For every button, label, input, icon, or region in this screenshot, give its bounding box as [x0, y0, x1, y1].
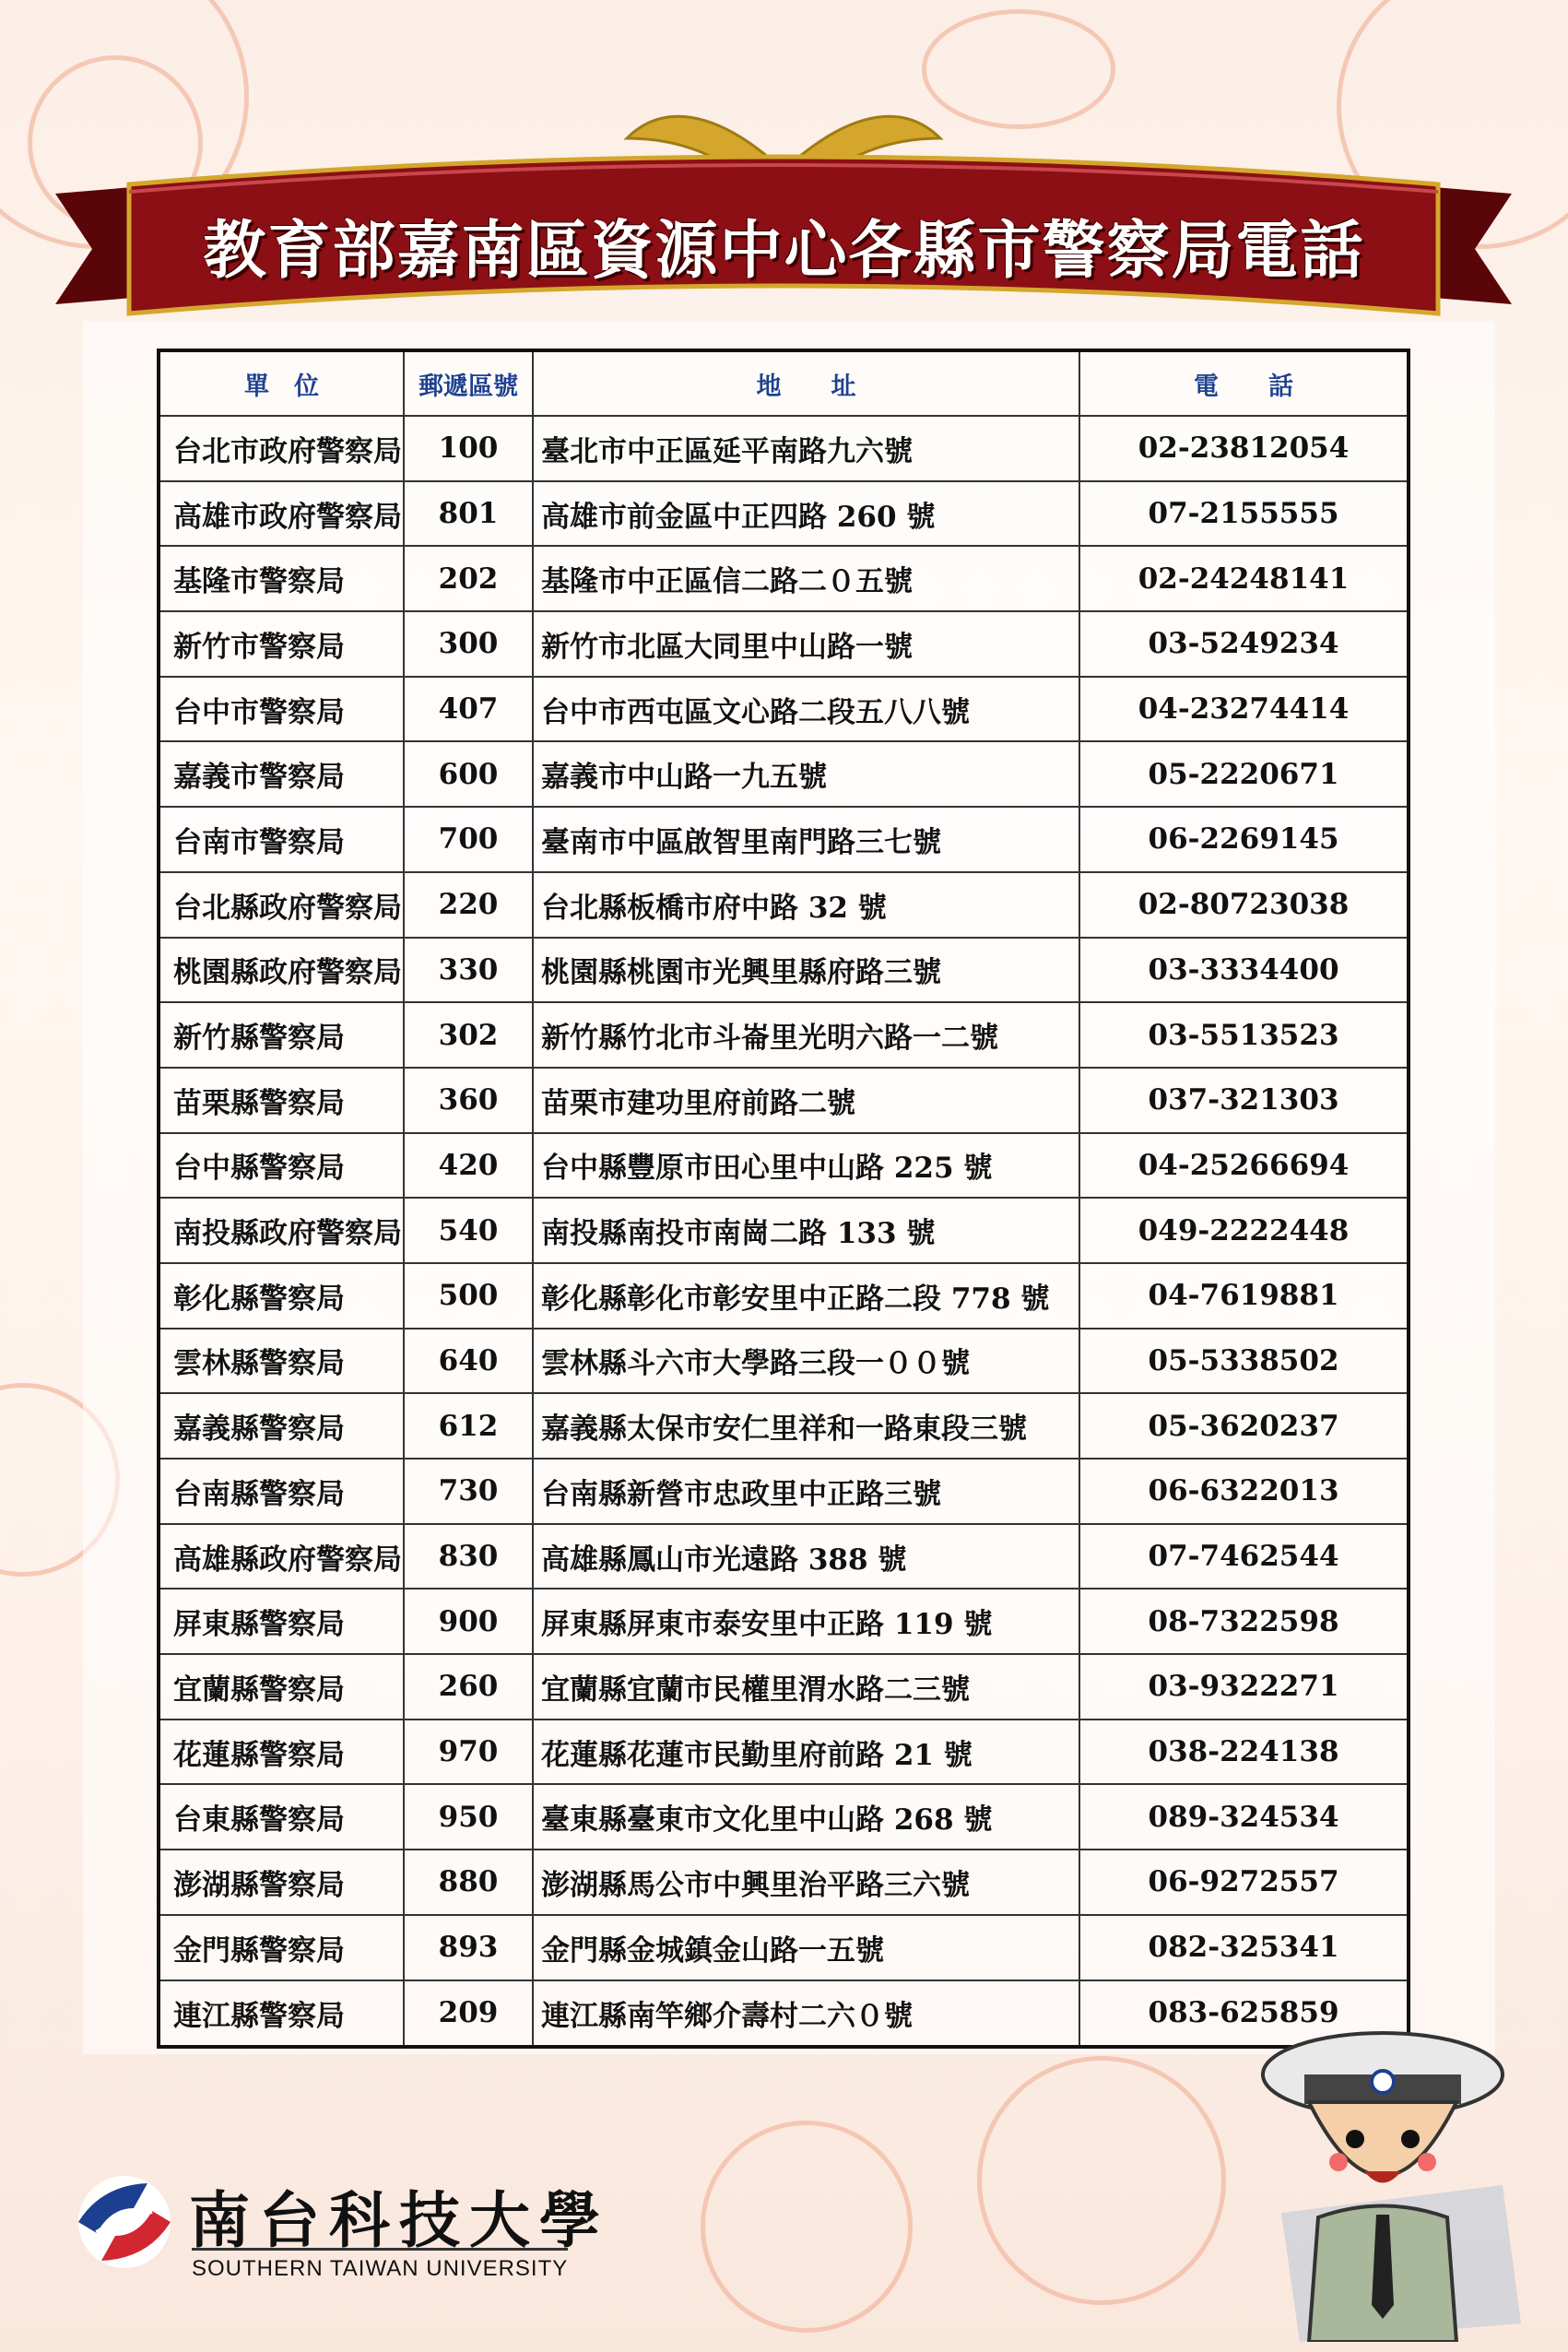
cell-unit: 桃園縣政府警察局	[159, 938, 404, 1003]
cell-unit: 宜蘭縣警察局	[159, 1654, 404, 1720]
cell-zip: 300	[404, 611, 533, 677]
table-row	[159, 1654, 1409, 1720]
cell-address: 澎湖縣馬公市中興里治平路三六號	[533, 1850, 1079, 1915]
table-row	[159, 1524, 1409, 1590]
cell-zip: 500	[404, 1263, 533, 1329]
cell-phone: 04-7619881	[1079, 1263, 1409, 1329]
table-header-row	[159, 350, 1409, 416]
cell-zip: 893	[404, 1915, 533, 1980]
cell-address: 台中市西屯區文心路二段五八八號	[533, 677, 1079, 742]
table-row	[159, 807, 1409, 872]
cell-address: 南投縣南投市南崗二路 133 號	[533, 1198, 1079, 1263]
cell-phone: 06-9272557	[1079, 1850, 1409, 1915]
cell-address: 台中縣豐原市田心里中山路 225 號	[533, 1133, 1079, 1199]
table-row	[159, 1589, 1409, 1654]
cell-zip: 420	[404, 1133, 533, 1199]
cell-zip: 360	[404, 1068, 533, 1133]
cell-phone: 04-25266694	[1079, 1133, 1409, 1199]
cell-phone: 082-325341	[1079, 1915, 1409, 1980]
table-row	[159, 1002, 1409, 1068]
cell-phone: 03-5513523	[1079, 1002, 1409, 1068]
table-row	[159, 1329, 1409, 1394]
table-row	[159, 611, 1409, 677]
cell-phone: 037-321303	[1079, 1068, 1409, 1133]
cell-unit: 基隆市警察局	[159, 546, 404, 611]
cell-address: 新竹縣竹北市斗崙里光明六路一二號	[533, 1002, 1079, 1068]
cell-unit: 雲林縣警察局	[159, 1329, 404, 1394]
table-row	[159, 1720, 1409, 1785]
table-row	[159, 1850, 1409, 1915]
cell-address: 雲林縣斗六市大學路三段一００號	[533, 1329, 1079, 1394]
cell-zip: 220	[404, 872, 533, 938]
table-row	[159, 416, 1409, 481]
page-title: 教育部嘉南區資源中心各縣市警察局電話	[203, 214, 1365, 288]
table-row	[159, 1133, 1409, 1199]
cell-unit: 台中市警察局	[159, 677, 404, 742]
cell-phone: 083-625859	[1079, 1980, 1409, 2048]
table-row	[159, 1263, 1409, 1329]
cell-address: 基隆市中正區信二路二０五號	[533, 546, 1079, 611]
cell-zip: 260	[404, 1654, 533, 1720]
cell-unit: 南投縣政府警察局	[159, 1198, 404, 1263]
cell-address: 台南縣新營市忠政里中正路三號	[533, 1459, 1079, 1524]
table-row	[159, 1784, 1409, 1850]
cell-zip: 880	[404, 1850, 533, 1915]
cell-zip: 100	[404, 416, 533, 481]
cell-unit: 台中縣警察局	[159, 1133, 404, 1199]
cell-unit: 台東縣警察局	[159, 1784, 404, 1850]
cell-phone: 08-7322598	[1079, 1589, 1409, 1654]
cell-phone: 04-23274414	[1079, 677, 1409, 742]
cell-phone: 03-5249234	[1079, 611, 1409, 677]
cell-address: 彰化縣彰化市彰安里中正路二段 778 號	[533, 1263, 1079, 1329]
cell-address: 台北縣板橋市府中路 32 號	[533, 872, 1079, 938]
cell-unit: 彰化縣警察局	[159, 1263, 404, 1329]
cell-phone: 06-6322013	[1079, 1459, 1409, 1524]
header-phone: 電 話	[1079, 350, 1409, 416]
cell-phone: 07-2155555	[1079, 481, 1409, 547]
cell-phone: 038-224138	[1079, 1720, 1409, 1785]
cell-zip: 202	[404, 546, 533, 611]
table-row	[159, 481, 1409, 547]
cell-address: 金門縣金城鎮金山路一五號	[533, 1915, 1079, 1980]
table-row	[159, 1068, 1409, 1133]
cell-address: 高雄市前金區中正四路 260 號	[533, 481, 1079, 547]
cell-address: 宜蘭縣宜蘭市民權里渭水路二三號	[533, 1654, 1079, 1720]
cell-zip: 612	[404, 1393, 533, 1459]
header-unit: 單 位	[159, 350, 404, 416]
cell-phone: 02-80723038	[1079, 872, 1409, 938]
decor-swirl	[701, 2121, 913, 2333]
cell-unit: 金門縣警察局	[159, 1915, 404, 1980]
cell-address: 高雄縣鳳山市光遠路 388 號	[533, 1524, 1079, 1590]
cell-address: 嘉義縣太保市安仁里祥和一路東段三號	[533, 1393, 1079, 1459]
cell-unit: 台北縣政府警察局	[159, 872, 404, 938]
table-row	[159, 1393, 1409, 1459]
logo-name-cn: 南台科技大學	[189, 2184, 609, 2256]
cell-zip: 700	[404, 807, 533, 872]
cell-zip: 950	[404, 1784, 533, 1850]
table-row	[159, 1198, 1409, 1263]
cell-phone: 03-3334400	[1079, 938, 1409, 1003]
cell-phone: 03-9322271	[1079, 1654, 1409, 1720]
cell-address: 苗栗市建功里府前路二號	[533, 1068, 1079, 1133]
cell-unit: 台北市政府警察局	[159, 416, 404, 481]
table-row	[159, 938, 1409, 1003]
cell-phone: 02-24248141	[1079, 546, 1409, 611]
cell-phone: 06-2269145	[1079, 807, 1409, 872]
cell-unit: 連江縣警察局	[159, 1980, 404, 2048]
cell-unit: 台南市警察局	[159, 807, 404, 872]
cell-unit: 新竹市警察局	[159, 611, 404, 677]
cell-phone: 07-7462544	[1079, 1524, 1409, 1590]
cell-zip: 970	[404, 1720, 533, 1785]
cell-unit: 苗栗縣警察局	[159, 1068, 404, 1133]
cell-address: 臺南市中區啟智里南門路三七號	[533, 807, 1079, 872]
cell-phone: 049-2222448	[1079, 1198, 1409, 1263]
cell-phone: 02-23812054	[1079, 416, 1409, 481]
cell-zip: 330	[404, 938, 533, 1003]
cell-unit: 嘉義市警察局	[159, 741, 404, 807]
cell-unit: 嘉義縣警察局	[159, 1393, 404, 1459]
cell-address: 連江縣南竿鄉介壽村二六０號	[533, 1980, 1079, 2048]
cell-zip: 302	[404, 1002, 533, 1068]
cell-phone: 05-3620237	[1079, 1393, 1409, 1459]
table-row	[159, 1915, 1409, 1980]
cell-address: 花蓮縣花蓮市民勤里府前路 21 號	[533, 1720, 1079, 1785]
cell-zip: 730	[404, 1459, 533, 1524]
table-row	[159, 1459, 1409, 1524]
cell-unit: 高雄市政府警察局	[159, 481, 404, 547]
cell-unit: 高雄縣政府警察局	[159, 1524, 404, 1590]
cell-unit: 新竹縣警察局	[159, 1002, 404, 1068]
cell-address: 臺北市中正區延平南路九六號	[533, 416, 1079, 481]
cell-zip: 209	[404, 1980, 533, 2048]
cell-zip: 640	[404, 1329, 533, 1394]
cell-unit: 屏東縣警察局	[159, 1589, 404, 1654]
police-mascot-icon	[1226, 1973, 1539, 2342]
logo-name-en: SOUTHERN TAIWAN UNIVERSITY	[192, 2248, 568, 2282]
cell-zip: 540	[404, 1198, 533, 1263]
cell-phone: 05-2220671	[1079, 741, 1409, 807]
cell-address: 新竹市北區大同里中山路一號	[533, 611, 1079, 677]
cell-phone: 089-324534	[1079, 1784, 1409, 1850]
cell-address: 臺東縣臺東市文化里中山路 268 號	[533, 1784, 1079, 1850]
cell-unit: 澎湖縣警察局	[159, 1850, 404, 1915]
header-zip: 郵遞區號	[404, 350, 533, 416]
cell-address: 桃園縣桃園市光興里縣府路三號	[533, 938, 1079, 1003]
cell-phone: 05-5338502	[1079, 1329, 1409, 1394]
cell-unit: 花蓮縣警察局	[159, 1720, 404, 1785]
cell-address: 屏東縣屏東市泰安里中正路 119 號	[533, 1589, 1079, 1654]
police-phone-table	[157, 349, 1410, 2049]
cell-zip: 801	[404, 481, 533, 547]
cell-zip: 900	[404, 1589, 533, 1654]
cell-unit: 台南縣警察局	[159, 1459, 404, 1524]
header-address: 地 址	[533, 350, 1079, 416]
table-row	[159, 872, 1409, 938]
cell-address: 嘉義市中山路一九五號	[533, 741, 1079, 807]
table-row	[159, 1980, 1409, 2048]
table-row	[159, 677, 1409, 742]
table-row	[159, 741, 1409, 807]
cell-zip: 830	[404, 1524, 533, 1590]
university-logo-icon	[69, 2167, 180, 2277]
cell-zip: 600	[404, 741, 533, 807]
cell-zip: 407	[404, 677, 533, 742]
table-row	[159, 546, 1409, 611]
decor-swirl	[977, 2056, 1226, 2305]
